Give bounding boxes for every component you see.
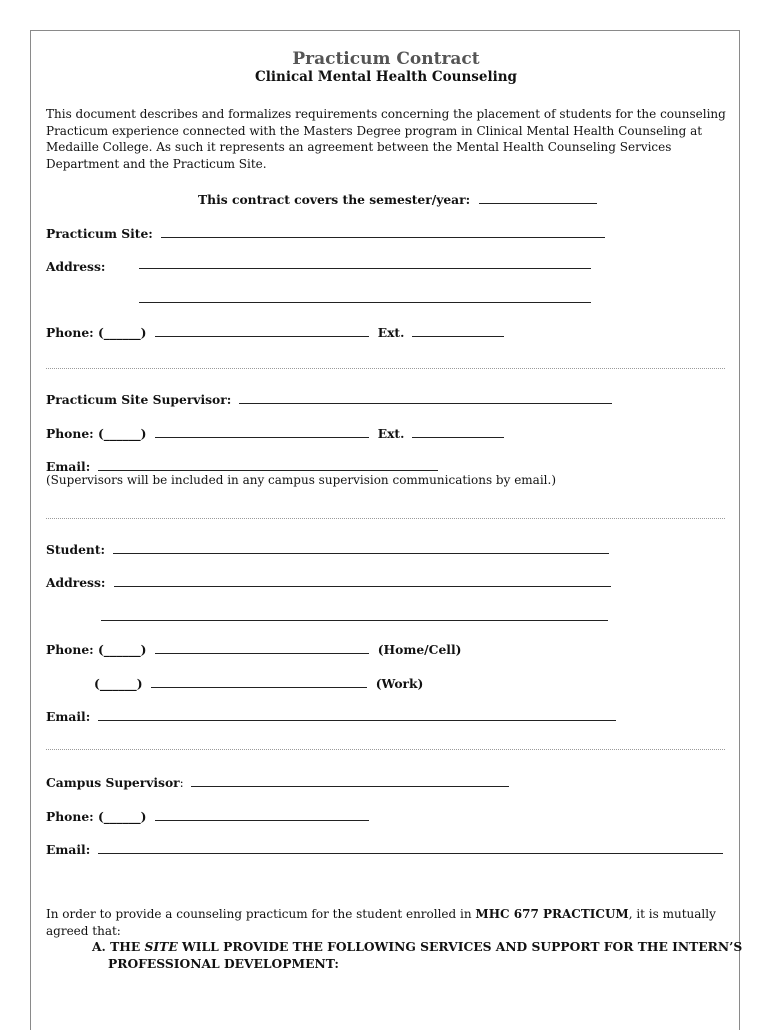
supervisor-phone-label: Phone: (______): [46, 426, 147, 441]
student-phone-row: [46, 639, 461, 658]
site-address-field-1[interactable]: [139, 268, 591, 269]
campus-supervisor-label: Campus Supervisor: [46, 775, 180, 790]
supervisor-ext-label: Ext.: [377, 426, 405, 441]
supervisor-ext-field[interactable]: [412, 426, 504, 438]
intro-paragraph: This document describes and formalizes requirements concerning the placement of students for the counseling Practicum experience connected with the Masters Degree program in Clinical Mental Health Counseling at Medaille College. As such it represents an agreement between the Mental Health Counseling Services Department and the Practicum Site.: [46, 107, 726, 171]
agreement-intro-after: , it is mutually agreed that:: [46, 907, 716, 938]
student-row: [46, 539, 609, 558]
student-address-field-2[interactable]: [101, 620, 608, 621]
site-row: [46, 223, 605, 242]
campus-email-label: Email:: [46, 842, 91, 857]
campus-phone-field[interactable]: [155, 809, 369, 821]
student-address-row: [46, 572, 611, 591]
student-label: Student:: [46, 542, 106, 557]
agreement-item-a-line2: PROFESSIONAL DEVELOPMENT:: [108, 956, 339, 971]
student-phone2-field[interactable]: [151, 676, 367, 688]
section-divider: [46, 368, 725, 369]
supervisor-row: [46, 389, 612, 408]
course-code: MHC 677 PRACTICUM: [475, 907, 629, 921]
student-email-label: Email:: [46, 709, 91, 724]
semester-field[interactable]: [479, 192, 597, 204]
site-address-row: [46, 256, 105, 275]
site-ext-label: Ext.: [377, 325, 405, 340]
agreement-intro-before: In order to provide a counseling practicum for the student enrolled in: [46, 907, 476, 921]
section-divider: [46, 749, 725, 750]
page-title: Practicum Contract: [292, 49, 480, 69]
student-phone-label: Phone: (______): [46, 642, 147, 657]
work-label: (Work): [375, 676, 424, 691]
campus-email-field[interactable]: [98, 842, 723, 854]
student-field[interactable]: [113, 542, 609, 554]
site-ext-field[interactable]: [412, 325, 504, 337]
supervisor-email-label: Email:: [46, 459, 91, 474]
contract-page: [30, 30, 743, 1030]
page-subtitle: Clinical Mental Health Counseling: [255, 69, 517, 85]
site-address-label: Address:: [46, 259, 106, 274]
site-field[interactable]: [161, 226, 605, 238]
campus-supervisor-row: [46, 772, 509, 791]
student-email-row: [46, 706, 616, 725]
home-cell-label: (Home/Cell): [377, 642, 462, 657]
campus-phone-label: Phone: (______): [46, 809, 147, 824]
site-phone-row: [46, 322, 504, 341]
campus-supervisor-colon: :: [179, 776, 184, 790]
student-phone-field[interactable]: [155, 642, 369, 654]
site-address-field-2[interactable]: [139, 302, 591, 303]
item-a-site: SITE: [144, 939, 178, 954]
student-phone2-label: (______): [94, 676, 143, 691]
agreement-intro: [46, 906, 736, 939]
student-email-field[interactable]: [98, 709, 616, 721]
item-a-prefix: A. THE: [92, 939, 145, 954]
site-phone-label: Phone: (______): [46, 325, 147, 340]
section-divider: [46, 518, 725, 519]
supervisor-note: (Supervisors will be included in any campus supervision communications by email.): [46, 473, 557, 487]
student-phone2-row: [94, 673, 423, 692]
supervisor-email-field[interactable]: [98, 459, 438, 471]
site-label: Practicum Site:: [46, 226, 153, 241]
supervisor-phone-row: [46, 423, 504, 442]
agreement-item-a: [92, 939, 742, 954]
campus-phone-row: [46, 806, 369, 825]
student-address-field-1[interactable]: [114, 575, 611, 587]
student-address-label: Address:: [46, 575, 106, 590]
item-a-rest: WILL PROVIDE THE FOLLOWING SERVICES AND SUPPORT FOR THE INTERN’S: [177, 939, 743, 954]
campus-email-row: [46, 839, 723, 858]
semester-label: This contract covers the semester/year:: [198, 192, 471, 207]
supervisor-phone-field[interactable]: [155, 426, 369, 438]
site-phone-field[interactable]: [155, 325, 369, 337]
supervisor-label: Practicum Site Supervisor:: [46, 392, 232, 407]
campus-supervisor-field[interactable]: [191, 775, 509, 787]
supervisor-field[interactable]: [239, 392, 612, 404]
semester-row: [198, 189, 597, 208]
